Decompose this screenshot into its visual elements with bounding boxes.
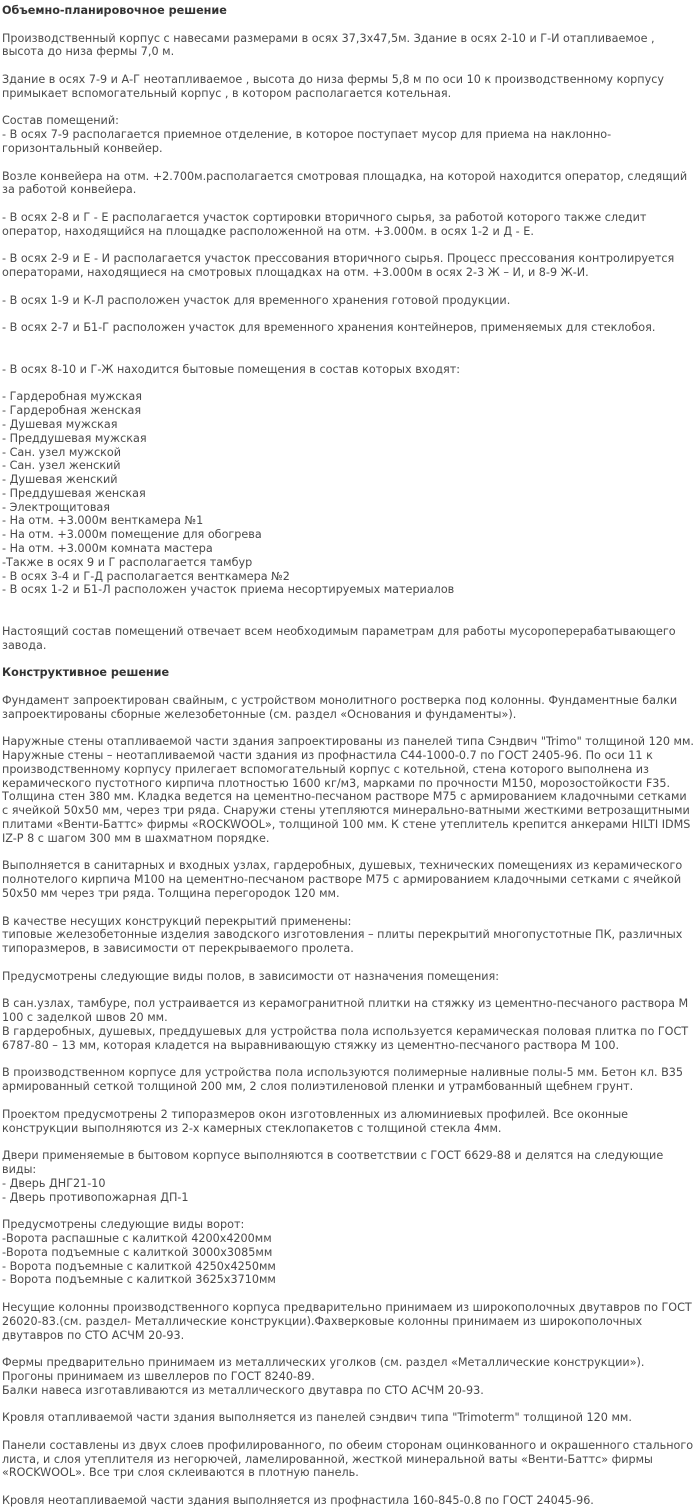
- room-item: - Сан. узел женский: [2, 459, 121, 473]
- paragraph: Состав помещений: - В осях 7-9 располагается приемное отделение, в которое поступает мусор для приема на наклонно-горизонтальный конвейер.: [2, 114, 612, 155]
- paragraph: Производственный корпус с навесами размерами в осях 37,3х47,5м. Здание в осях 2-10 и Г-И отапливаемое , высота до низа фермы 7,0 м.: [2, 31, 655, 59]
- room-item: - На отм. +3.000м комната мастера: [2, 542, 213, 556]
- paragraph: - В осях 2-9 и Е - И располагается участок прессования вторичного сырья. Процесс прессования контролируется операторами, находящиеся на смотровых площадках на отм. +3.000м в осях 2-3 Ж – И, и 8-9 Ж-И.: [2, 252, 675, 280]
- room-item: - Гардеробная мужская: [2, 390, 142, 404]
- paragraph: Возле конвейера на отм. +2.700м.располагается смотровая площадка, на которой находится оператор, следящий за работой конвейера.: [2, 169, 688, 197]
- paragraph: Предусмотрены следующие виды полов, в зависимости от назначения помещения:: [2, 969, 500, 983]
- paragraph: В производственном корпусе для устройства пола используются полимерные наливные полы-5 мм. Бетон кл. В35 армированный сеткой толщиной 200 мм, 2 слоя полиэтиленовой пленки и утрамбованный щебнем грунт.: [2, 1066, 683, 1094]
- paragraph: В сан.узлах, тамбуре, пол устраивается из керамогранитной плитки на стяжку из цементно-песчаного раствора М 100 с заделкой швов 20 мм. В гардеробных, душевых, преддушевых для устройства пола используется керамическая половая плитка по ГОСТ 6787-80 – 13 мм, которая кладется на выравнивающую стяжку из цементно-песчаного раствора М 100.: [2, 997, 689, 1052]
- room-item: - Преддушевая мужская: [2, 431, 147, 445]
- paragraph: Фермы предварительно принимаем из металлических уголков (см. раздел «Металлические конструкции»). Прогоны принимаем из швеллеров по ГОСТ 8240-89. Балки навеса изготавливаются из металлического двутавра по СТО АСЧМ 20-93.: [2, 1356, 645, 1397]
- room-item: - Душевая мужская: [2, 417, 118, 431]
- room-item: - Сан. узел мужской: [2, 445, 122, 459]
- paragraph: Панели составлены из двух слоев профилированного, по обеим сторонам оцинкованного и окрашенного стального листа, и слоя утеплителя из негорючей, ламелированной, жесткой минеральной ваты «Венти-Баттс» фирмы «ROCKWOOL». Все три слоя склеиваются в плотную панель.: [2, 1438, 694, 1480]
- paragraph: Кровля отапливаемой части здания выполняется из панелей сэндвич типа "Trimoterm" толщиной 120 мм.: [2, 1411, 632, 1425]
- paragraph: Двери применяемые в бытовом корпусе выполняются в соответствии с ГОСТ 6629-88 и делятся на следующие виды: - Дверь ДНГ21-10 - Дверь противопожарная ДП-1: [2, 1149, 664, 1204]
- room-item: - На отм. +3.000м венткамера №1: [2, 514, 204, 528]
- paragraph: Выполняется в санитарных и входных узлах, гардеробных, душевых, технических помещениях из керамического полнотелого кирпича М100 на цементно-песчаном растворе М75 с армированием кладочными сетками с ячейкой 50х50 мм через три ряда. Толщина перегородок 120 мм.: [2, 859, 683, 900]
- rooms-list: [2, 349, 694, 611]
- paragraph: Предусмотрены следующие виды ворот: -Ворота распашные с калиткой 4200х4200мм -Ворота подъемные с калиткой 3000х3085мм - Ворота подъемные с калиткой 4250х4250мм - Ворота подъемные с калиткой 3625х3710мм: [2, 1218, 276, 1287]
- room-item: - Электрощитовая: [2, 500, 111, 514]
- paragraph: Несущие колонны производственного корпуса предварительно принимаем из широкополочных двутавров по ГОСТ 26020-83.(см. раздел- Металлические конструкции).Фахверковые колонны принимаем из широкополочных двутавров по СТО АСЧМ 20-93.: [2, 1300, 692, 1342]
- room-item: -Также в осях 9 и Г располагается тамбур: [2, 555, 253, 569]
- rooms-items: [2, 390, 694, 597]
- paragraph: Наружные стены отапливаемой части здания запроектированы из панелей типа Сэндвич "Trimo" толщиной 120 мм. Наружные стены – неотапливаемой части здания из профнастила С44-1000-0.7 по ГОСТ 2405-96. По оси 11 к производственному корпусу прилегает вспомогательный корпус с котельной, стена которого выполнена из керамического пустотного кирпича плотностью 1600 кг/м3, марками по прочности М150, морозостойкости F35. Толщина стен 380 мм. Кладка ведется на цементно-песчаном растворе М75 с армированием кладочными сетками с ячейкой 50х50 мм, через три ряда. Снаружи стены утепляются минерально-ватными жесткими ветрозащитными плитами «Венти-Баттс» фирмы «ROCKWOOL», толщиной 100 мм. К стене утеплитель крепится анкерами HILTI IDMS IZ-P 8 с шагом 300 мм в шахматном порядке.: [2, 735, 694, 845]
- room-item: - На отм. +3.000м помещение для обогрева: [2, 528, 262, 542]
- paragraph: Кровля неотапливаемой части здания выполняется из профнастила 160-845-0.8 по ГОСТ 24045-96.: [2, 1494, 594, 1508]
- section-heading-layout: Объемно-планировочное решение: [2, 4, 227, 17]
- room-item: - В осях 1-2 и Б1-Л расположен участок приема несортируемых материалов: [2, 583, 455, 597]
- room-item: - Душевая женский: [2, 473, 118, 487]
- rooms-intro: - В осях 8-10 и Г-Ж находится бытовые помещения в состав которых входят:: [2, 362, 460, 376]
- section-heading-construction: Конструктивное решение: [2, 666, 170, 680]
- room-item: - Преддушевая женская: [2, 486, 146, 500]
- rooms-closing: Настоящий состав помещений отвечает всем необходимым параметрам для работы мусороперерабатывающего завода.: [2, 624, 676, 652]
- section-construction-body: [2, 694, 694, 1508]
- paragraph: Проектом предусмотрены 2 типоразмеров окон изготовленных из алюминиевых профилей. Все оконные конструкции выполняются из 2-х камерных стеклопакетов с толщиной стекла 4мм.: [2, 1107, 629, 1135]
- section-layout-body: [2, 32, 694, 336]
- paragraph: Фундамент запроектирован свайным, с устройством монолитного ростверка под колонны. Фундаментные балки запроектированы сборные железобетонные (см. раздел «Основания и фундаменты»).: [2, 693, 678, 721]
- paragraph: Здание в осях 7-9 и А-Г неотапливаемое , высота до низа фермы 5,8 м по оси 10 к производственному корпусу примыкает вспомогательный корпус , в котором располагается котельная.: [2, 72, 664, 100]
- paragraph: - В осях 1-9 и К-Л расположен участок для временного хранения готовой продукции.: [2, 293, 511, 307]
- room-item: - В осях 3-4 и Г-Д располагается венткамера №2: [2, 569, 290, 583]
- room-item: - Гардеробная женская: [2, 404, 142, 418]
- paragraph: - В осях 2-8 и Г - Е располагается участок сортировки вторичного сырья, за работой которого также следит оператор, находящийся на площадке расположенной на отм. +3.000м. в осях 1-2 и Д - Е.: [2, 210, 647, 238]
- paragraph: - В осях 2-7 и Б1-Г расположен участок для временного хранения контейнеров, применяемых для стеклобоя.: [2, 321, 656, 335]
- paragraph: В качестве несущих конструкций перекрытий применены: типовые железобетонные изделия заводского изготовления – плиты перекрытий многопустотные ПК, различных типоразмеров, в зависимости от перекрываемого пролета.: [2, 914, 683, 956]
